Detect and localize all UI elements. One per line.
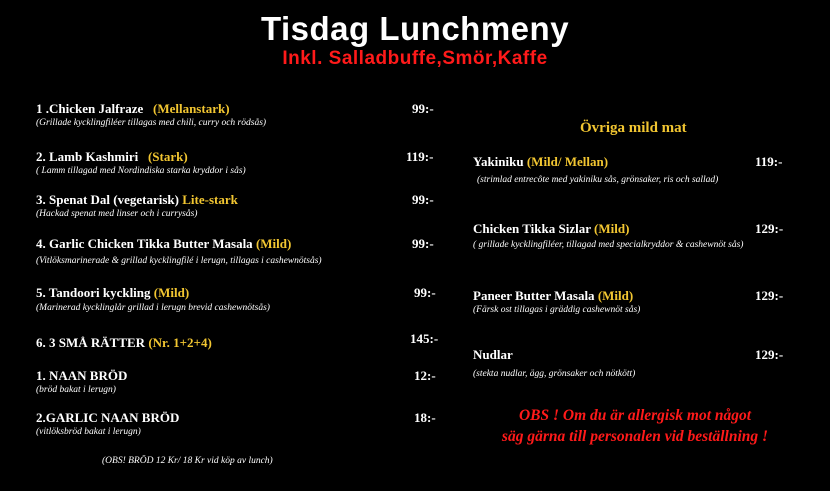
- item-name: 1 .Chicken Jalfraze: [36, 101, 144, 116]
- item-description: (Hackad spenat med linser och i currysås): [36, 209, 198, 219]
- item-name: Chicken Tikka Sizlar: [473, 221, 591, 236]
- item-name: Yakiniku: [473, 154, 524, 169]
- menu-item: [473, 347, 635, 379]
- item-name: 2.GARLIC NAAN BRÖD: [36, 410, 180, 425]
- item-description: (Grillade kycklingfiléer tillagas med chili, curry och rödsås): [36, 118, 267, 128]
- item-name: Nudlar: [473, 347, 513, 362]
- item-price: 99:-: [414, 285, 436, 300]
- allergy-notice: [470, 405, 800, 447]
- spice-level: (Mellanstark): [152, 101, 230, 116]
- menu-item: [473, 154, 718, 185]
- item-name: 4. Garlic Chicken Tikka Butter Masala: [36, 236, 253, 251]
- item-name: 5. Tandoori kyckling: [36, 285, 151, 300]
- item-price: 145:-: [410, 331, 439, 346]
- item-price: 99:-: [412, 101, 434, 116]
- item-price: 12:-: [414, 368, 436, 383]
- spice-level: (Mild): [597, 288, 634, 303]
- item-description: (strimlad entrecôte med yakiniku sås, grönsaker, ris och sallad): [477, 175, 719, 185]
- menu-item: [36, 335, 212, 351]
- item-name: Paneer Butter Masala: [473, 288, 595, 303]
- allergy-notice-line1: OBS ! Om du är allergisk mot något: [518, 407, 752, 424]
- item-price: 129:-: [755, 347, 784, 362]
- spice-level: (Mild): [594, 221, 630, 236]
- item-name: 3. Spenat Dal (vegetarisk): [36, 192, 179, 207]
- menu-item: [473, 288, 640, 315]
- menu-subtitle: Inkl. Salladbuffe,Smör,Kaffe: [282, 48, 548, 69]
- item-description: ( Lamm tillagad med Nordindiska starka kryddor i sås): [36, 166, 246, 176]
- item-name: 1. NAAN BRÖD: [36, 368, 128, 383]
- allergy-notice-line2: säg gärna till personalen vid beställning !: [501, 428, 769, 445]
- item-price: 119:-: [406, 149, 434, 164]
- menu-item: [36, 410, 179, 437]
- spice-level: (Nr. 1+2+4): [148, 335, 212, 350]
- spice-level: (Mild): [255, 236, 292, 251]
- spice-level: (Mild/ Mellan): [526, 154, 609, 169]
- menu-item: [36, 236, 322, 266]
- item-name: 2. Lamb Kashmiri: [36, 149, 139, 164]
- section-heading: Övriga mild mat: [580, 120, 687, 136]
- menu-item: [36, 285, 270, 313]
- menu-title: Tisdag Lunchmeny: [260, 10, 570, 47]
- spice-level: Lite-stark: [182, 192, 238, 207]
- item-description: (vitlöksbröd bakat i lerugn): [36, 427, 141, 437]
- item-name: 6. 3 SMÅ RÄTTER: [36, 335, 146, 350]
- item-description: (bröd bakat i lerugn): [36, 385, 116, 395]
- menu-item: [36, 101, 266, 128]
- menu-item: [36, 192, 238, 219]
- item-description: (stekta nudlar, ägg, grönsaker och nötkött): [473, 369, 636, 379]
- item-price: 129:-: [755, 288, 784, 303]
- spice-level: (Mild): [153, 285, 190, 300]
- spice-level: (Stark): [147, 149, 188, 164]
- item-price: 99:-: [412, 192, 434, 207]
- item-price: 99:-: [412, 236, 434, 251]
- menu-item: [36, 149, 246, 176]
- item-price: 129:-: [755, 221, 784, 236]
- item-price: 119:-: [755, 154, 783, 169]
- item-description: (Marinerad kycklinglår grillad i lerugn brevid cashewnötsås): [36, 303, 270, 313]
- item-description: (Färsk ost tillagas i gräddig cashewnöt sås): [473, 305, 641, 315]
- menu-item: [36, 368, 127, 395]
- menu-item: [473, 221, 743, 250]
- item-description: ( grillade kycklingfiléer, tillagad med specialkryddor & cashewnöt sås): [473, 240, 744, 250]
- item-price: 18:-: [414, 410, 436, 425]
- bread-note: (OBS! BRÖD 12 Kr/ 18 Kr vid köp av lunch): [102, 456, 273, 466]
- item-description: (Vitlöksmarinerade & grillad kycklingfilé i lerugn, tillagas i cashewnötsås): [36, 256, 322, 266]
